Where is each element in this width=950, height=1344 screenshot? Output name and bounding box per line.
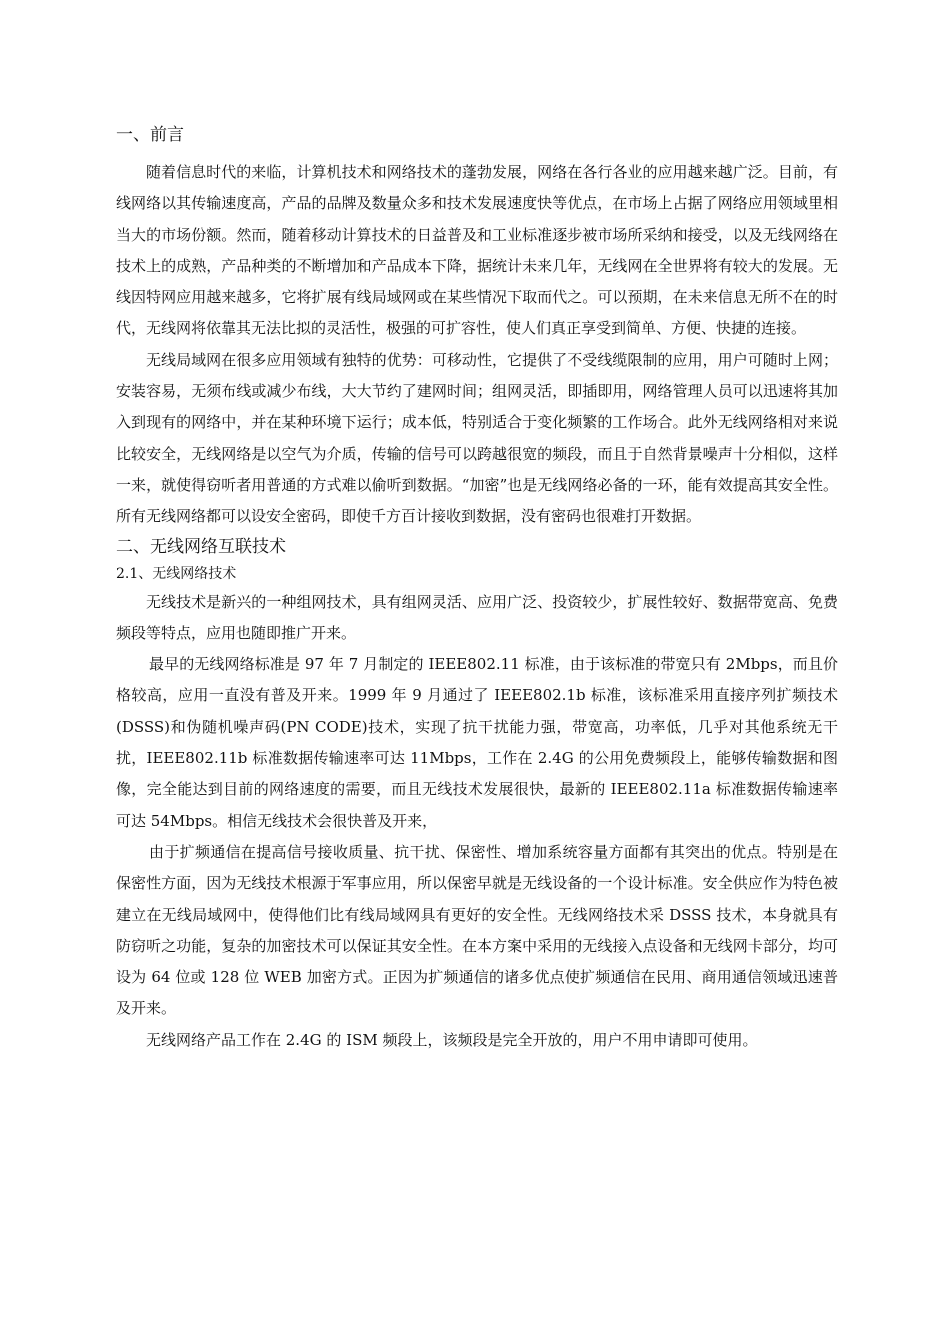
section-1-paragraph-2: 无线局域网在很多应用领域有独特的优势：可移动性，它提供了不受线缆限制的应用，用户可随时上网；安装容易，无须布线或减少布线，大大节约了建网时间；组网灵活，即插即用，网络管理人员可以迅速将其加入到现有的网络中，并在某种环境下运行；成本低，特别适合于变化频繁的工作场合。此外无线网络相对来说比较安全，无线网络是以空气为介质，传输的信号可以跨越很宽的频段，而且于自然背景噪声十分相似，这样一来，就使得窃听者用普通的方式难以偷听到数据。“加密”也是无线网络必备的一环，能有效提高其安全性。所有无线网络都可以设安全密码，即使千方百计接收到数据，没有密码也很难打开数据。	[116, 350, 838, 526]
subsection-2-1-paragraph-1: 无线技术是新兴的一种组网技术，具有组网灵活、应用广泛、投资较少，扩展性较好、数据带宽高、免费频段等特点，应用也随即推广开来。	[116, 592, 838, 642]
document-body	[116, 121, 838, 1056]
subsection-2-1-paragraph-4: 无线网络产品工作在 2.4G 的 ISM 频段上，该频段是完全开放的，用户不用申请即可使用。	[146, 1030, 758, 1049]
subsection-2-1-heading: 2.1、无线网络技术	[116, 565, 237, 582]
section-2-heading: 二、无线网络互联技术	[116, 536, 286, 557]
section-1-paragraph-1: 随着信息时代的来临，计算机技术和网络技术的蓬勃发展，网络在各行各业的应用越来越广泛。目前，有线网络以其传输速度高，产品的品牌及数量众多和技术发展速度快等优点，在市场上占据了网络应用领域里相当大的市场份额。然而，随着移动计算技术的日益普及和工业标准逐步被市场所采纳和接受，以及无线网络在技术上的成熟，产品种类的不断增加和产品成本下降，据统计未来几年，无线网在全世界将有较大的发展。无线因特网应用越来越多，它将扩展有线局域网或在某些情况下取而代之。可以预期，在未来信息无所不在的时代，无线网将依靠其无法比拟的灵活性，极强的可扩容性，使人们真正享受到简单、方便、快捷的连接。	[116, 163, 838, 338]
subsection-2-1-paragraph-3: 由于扩频通信在提高信号接收质量、抗干扰、保密性、增加系统容量方面都有其突出的优点。特别是在保密性方面，因为无线技术根源于军事应用，所以保密早就是无线设备的一个设计标准。安全供应作为特色被建立在无线局域网中，使得他们比有线局域网具有更好的安全性。无线网络技术采 DSSS 技术，本身就具有防窃听之功能，复杂的加密技术可以保证其安全性。在本方案中采用的无线接入点设备和无线网卡部分，均可设为 64 位或 128 位 WEB 加密方式。正因为扩频通信的诸多优点使扩频通信在民用、商用通信领域迅速普及开来。	[116, 842, 838, 1018]
subsection-2-1-paragraph-2: 最早的无线网络标准是 97 年 7 月制定的 IEEE802.11 标准，由于该标准的带宽只有 2Mbps，而且价格较高，应用一直没有普及开来。1999 年 9 月通过了 IEEE802.1b 标准，该标准采用直接序列扩频技术(DSSS)和伪随机噪声码(PN CODE)技术，实现了抗干扰能力强，带宽高，功率低，几乎对其他系统无干扰，IEEE802.11b 标准数据传输速率可达 11Mbps，工作在 2.4G 的公用免费频段上，能够传输数据和图像，完全能达到目前的网络速度的需要，而且无线技术发展很快，最新的 IEEE802.11a 标准数据传输速率可达 54Mbps。相信无线技术会很快普及开来，	[116, 655, 838, 830]
section-1-heading: 一、前言	[116, 125, 184, 145]
